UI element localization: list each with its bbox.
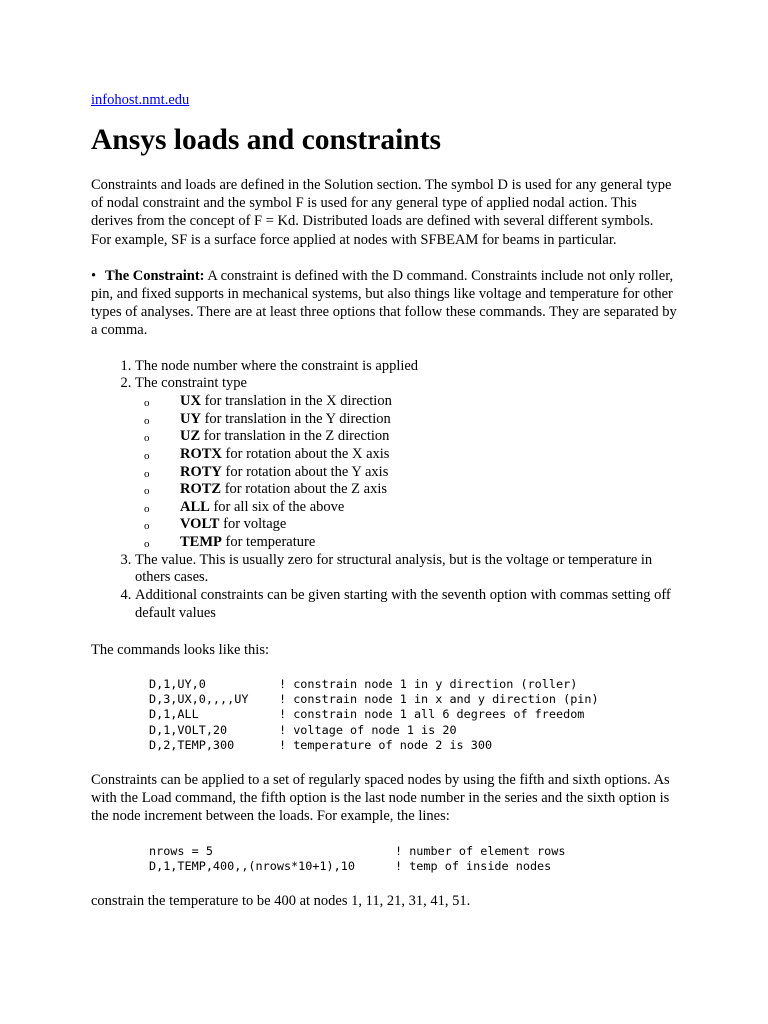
constraint-label: The Constraint: <box>105 267 205 284</box>
circle-bullet-icon: o <box>144 520 150 533</box>
circle-bullet-icon: o <box>144 485 150 498</box>
list-item <box>144 516 677 534</box>
type-code: UX <box>180 393 201 410</box>
type-desc: for rotation about the Z axis <box>221 481 387 498</box>
type-code: ALL <box>180 498 210 515</box>
code-command: nrows = 5 <box>149 843 213 858</box>
list-item: 4. Additional constraints can be given starting with the seventh option with commas setting off default values <box>135 587 677 623</box>
code-comment: ! temp of inside nodes <box>395 858 552 873</box>
code-line <box>149 738 677 753</box>
list-item: 3. The value. This is usually zero for structural analysis, but is the voltage or temperature in others cases. <box>135 552 677 588</box>
list-item <box>135 375 677 551</box>
constraint-text: A constraint is defined with the D command. Constraints include not only roller, pin, and fixed supports in mechanical systems, but also things like voltage and temperature for other types of analyses. There are at least three options that follow these commands. They are separated by a comma. <box>91 267 677 339</box>
type-desc: for rotation about the Y axis <box>221 463 389 480</box>
code-line <box>149 844 677 859</box>
code-command: D,3,UX,0,,,,UY <box>149 692 249 707</box>
type-code: ROTZ <box>180 481 222 498</box>
final-paragraph: constrain the temperature to be 400 at nodes 1, 11, 21, 31, 41, 51. <box>91 892 471 909</box>
circle-bullet-icon: o <box>144 537 150 550</box>
type-code: VOLT <box>180 516 220 533</box>
list-item <box>144 446 677 464</box>
type-code: ROTX <box>180 446 222 462</box>
list-item: 1. The node number where the constraint is applied <box>135 358 677 376</box>
list-item <box>144 464 677 482</box>
type-code: TEMP <box>180 533 222 550</box>
circle-bullet-icon: o <box>144 502 150 515</box>
commands-code-block <box>149 677 677 753</box>
constraint-types-list <box>135 393 677 551</box>
code-command: D,2,TEMP,300 <box>149 737 235 752</box>
type-code: ROTY <box>180 463 222 480</box>
code-line <box>149 707 677 722</box>
type-desc: for temperature <box>221 533 316 550</box>
code-command: D,1,UY,0 <box>149 676 206 691</box>
code-comment: ! number of element rows <box>395 843 566 858</box>
code-comment: ! constrain node 1 in x and y direction (pin) <box>279 692 599 707</box>
type-desc: for all six of the above <box>209 498 345 515</box>
list-item <box>144 481 677 499</box>
list-item <box>144 428 677 446</box>
options-list <box>91 358 677 623</box>
code-line <box>149 677 677 692</box>
constraint-bullet <box>91 267 677 340</box>
list-item <box>144 534 677 552</box>
list-item <box>144 393 677 411</box>
type-desc: for translation in the X direction <box>200 393 392 410</box>
type-code: UZ <box>180 428 201 445</box>
type-desc: for translation in the Z direction <box>200 428 390 445</box>
code-comment: ! constrain node 1 all 6 degrees of freedom <box>279 707 585 722</box>
circle-bullet-icon: o <box>144 467 150 480</box>
type-desc: for translation in the Y direction <box>200 410 391 427</box>
type-desc: for voltage <box>219 516 287 533</box>
circle-bullet-icon: o <box>144 432 150 445</box>
list-item <box>144 411 677 429</box>
code-comment: ! constrain node 1 in y direction (roller) <box>279 676 578 691</box>
bullet-icon: • <box>91 267 97 284</box>
code-command: D,1,VOLT,20 <box>149 722 228 737</box>
spaced-nodes-paragraph: Constraints can be applied to a set of regularly spaced nodes by using the fifth and sixth options. As with the Load command, the fifth option is the last node number in the series and the sixth option is the node increment between the loads. For example, the lines: <box>91 771 670 825</box>
type-desc: for rotation about the X axis <box>221 446 390 462</box>
code-line <box>149 859 677 874</box>
page-title: Ansys loads and constraints <box>91 124 441 156</box>
code-comment: ! voltage of node 1 is 20 <box>279 722 457 737</box>
list-item-label: The constraint type <box>135 375 247 392</box>
circle-bullet-icon: o <box>144 450 150 462</box>
list-item <box>144 499 677 517</box>
type-code: UY <box>180 410 201 427</box>
code-comment: ! temperature of node 2 is 300 <box>279 737 493 752</box>
code-line <box>149 723 677 738</box>
code-command: D,1,TEMP,400,,(nrows*10+1),10 <box>149 858 355 873</box>
commands-label: The commands looks like this: <box>91 641 270 658</box>
intro-paragraph: Constraints and loads are defined in the Solution section. The symbol D is used for any general type of nodal constraint and the symbol F is used for any general type of applied nodal action. This derives from the concept of F = Kd. Distributed loads are defined with several different symbols. For example, SF is a surface force applied at nodes with SFBEAM for beams in particular. <box>91 177 672 248</box>
commands2-code-block <box>149 844 677 874</box>
code-command: D,1,ALL <box>149 707 199 722</box>
circle-bullet-icon: o <box>144 414 150 427</box>
source-link[interactable]: infohost.nmt.edu <box>91 92 190 108</box>
code-line <box>149 692 677 707</box>
circle-bullet-icon: o <box>144 397 150 410</box>
